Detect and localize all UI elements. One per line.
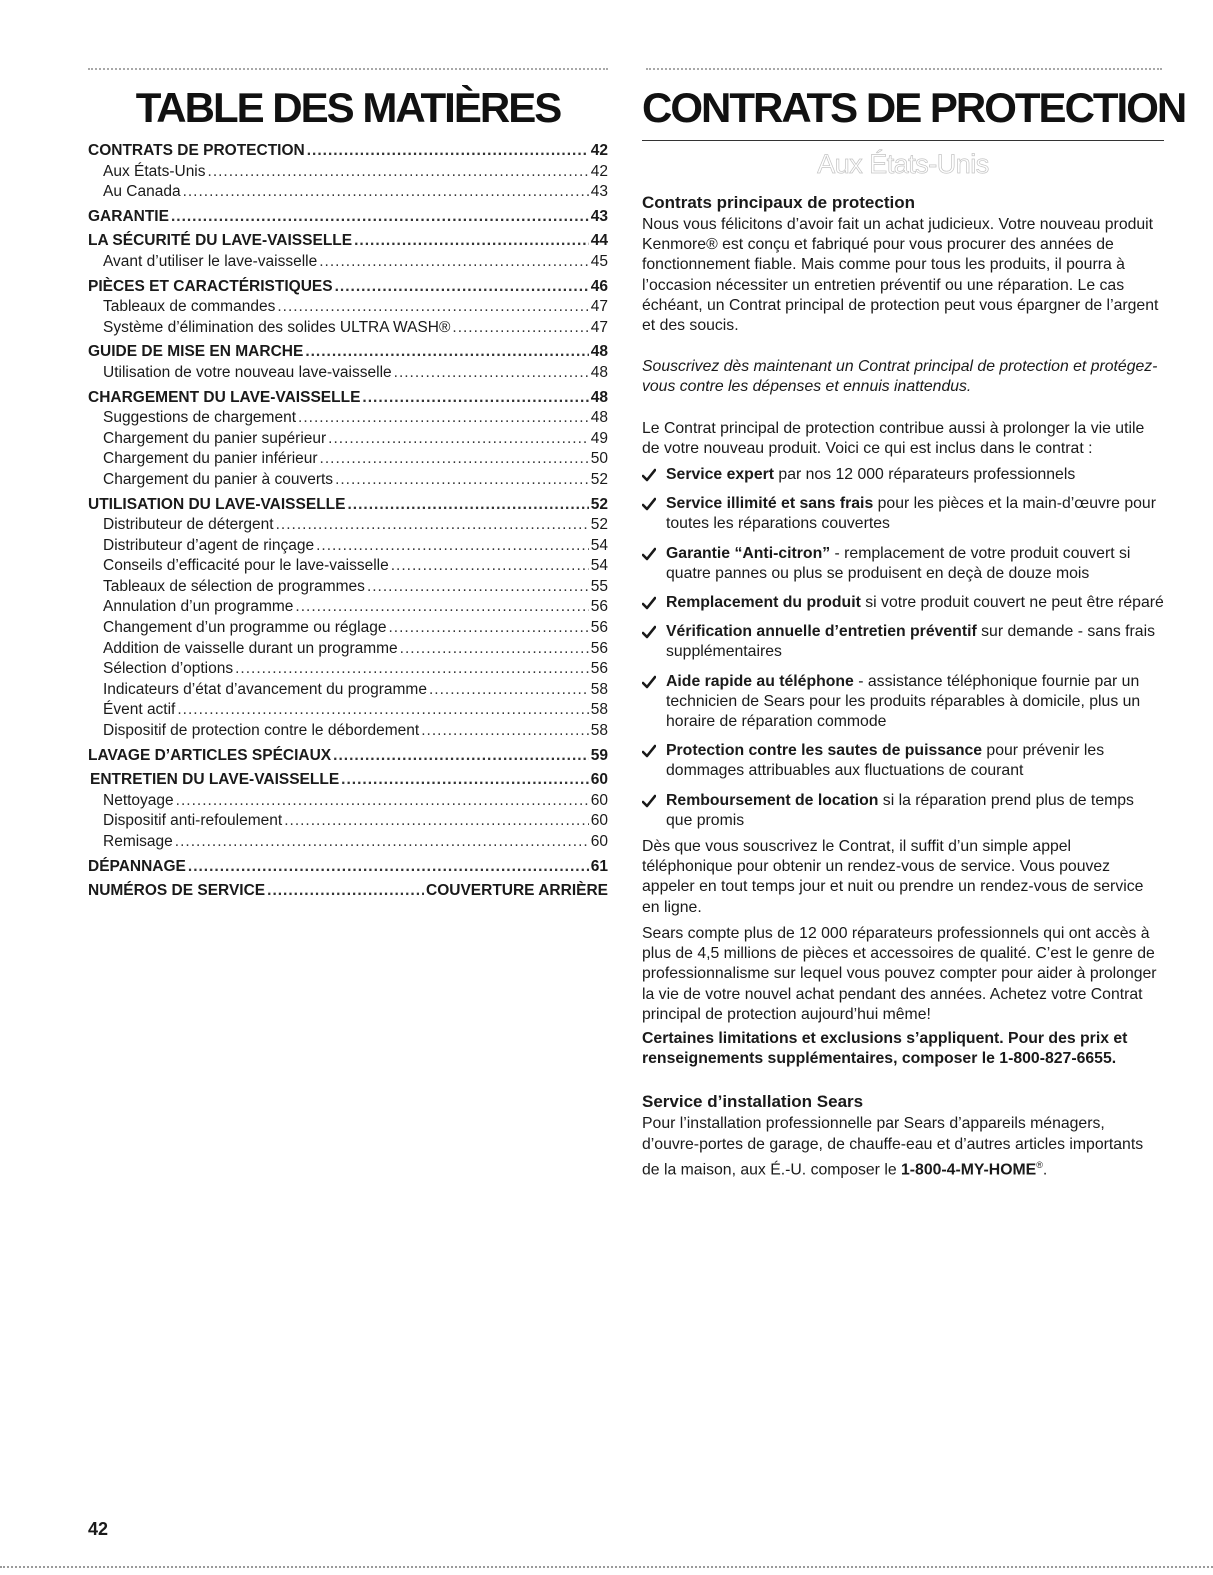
toc-leader-dots: [335, 277, 589, 298]
benefit-item: [642, 494, 1164, 534]
benefit-description: - assistance téléphonique fournie par un technicien de Sears pour les produits réparables à domicile, plus un horaire de réparation commode: [666, 672, 1141, 731]
benefit-title: Remboursement de location: [666, 791, 879, 809]
toc-entry-page: 60: [590, 812, 608, 830]
toc-entry-page: 60: [590, 771, 608, 789]
toc-subsection-entry: [88, 515, 608, 536]
toc-entry-label: LAVAGE D’ARTICLES SPÉCIAUX: [88, 746, 332, 764]
toc-entry-label: Remisage: [103, 833, 173, 850]
toc-section-entry: [88, 881, 608, 902]
benefit-item: [642, 593, 1164, 613]
toc-section-entry: [88, 857, 608, 878]
toc-leader-dots: [284, 811, 589, 832]
toc-subsection-entry: [88, 297, 608, 318]
toc-entry-label: Dispositif anti-refoulement: [103, 812, 283, 830]
toc-leader-dots: [177, 700, 588, 721]
toc-leader-dots: [298, 408, 589, 429]
benefit-title: Protection contre les sautes de puissance: [666, 742, 983, 760]
toc-entry-label: Nettoyage: [103, 791, 174, 809]
toc-entry-page: 52: [590, 470, 608, 488]
toc-entry-label: GUIDE DE MISE EN MARCHE: [88, 343, 304, 361]
toc-leader-dots: [305, 342, 588, 363]
toc-entry-page: 49: [590, 429, 608, 447]
toc-entry-page: 48: [590, 409, 608, 427]
toc-entry-label: Avant d’utiliser le lave-vaisselle: [103, 252, 318, 270]
main-contracts-heading: Contrats principaux de protection: [642, 193, 915, 212]
toc-entry-label: CONTRATS DE PROTECTION: [88, 142, 305, 159]
toc-subsection-entry: [88, 429, 608, 450]
toc-leader-dots: [319, 252, 589, 273]
after-list-paragraph: Dès que vous souscrivez le Contrat, il suffit d’un simple appel téléphonique pour obtenir un rendez-vous de service. Vous pouvez appeler en tout temps jour et nuit ou prendre un rendez-vous de service en ligne.: [642, 838, 1144, 916]
toc-entry-page: 59: [590, 746, 608, 764]
benefit-title: Service expert: [666, 466, 775, 484]
toc-entry-label: Changement d’un programme ou réglage: [103, 619, 387, 637]
toc-entry-label: Indicateurs d’état d’avancement du programme: [103, 680, 427, 698]
toc-subsection-entry: [88, 791, 608, 812]
benefit-title: Remplacement du produit: [666, 594, 861, 612]
install-phone-mark: ®: [1036, 1159, 1043, 1170]
table-of-contents: [88, 141, 608, 902]
toc-leader-dots: [421, 721, 589, 742]
toc-leader-dots: [429, 680, 589, 701]
toc-entry-page: 52: [590, 516, 608, 534]
toc-entry-label: Addition de vaisselle durant un programme: [103, 639, 398, 657]
install-text: Pour l’installation professionnelle par Sears d’appareils ménagers, d’ouvre-portes de garage, de chauffe-eau et d’autres articles importants de la maison, aux É.-U. composer le: [642, 1115, 1144, 1178]
checkmark-icon: [642, 468, 656, 482]
benefit-description: par nos 12 000 réparateurs professionnels: [774, 466, 1076, 484]
toc-entry-label: Annulation d’un programme: [103, 598, 294, 616]
toc-entry-page: 50: [590, 450, 608, 468]
toc-entry-label: UTILISATION DU LAVE-VAISSELLE: [88, 495, 346, 513]
toc-leader-dots: [394, 363, 589, 384]
toc-entry-page: 42: [590, 142, 608, 159]
toc-subsection-entry: [88, 618, 608, 639]
toc-subsection-entry: [88, 363, 608, 384]
benefit-description: - remplacement de votre produit couvert si quatre pannes ou plus se produisent en deçà de douze mois: [666, 544, 1131, 582]
toc-section-entry: [88, 277, 608, 298]
toc-entry-label: LA SÉCURITÉ DU LAVE-VAISSELLE: [88, 232, 353, 250]
toc-entry-page: 43: [590, 183, 608, 201]
benefits-list: [642, 465, 1164, 831]
toc-entry-label: Dispositif de protection contre le débordement: [103, 722, 420, 740]
toc-section-entry: [88, 141, 608, 162]
benefit-description: si votre produit couvert ne peut être réparé: [860, 594, 1164, 612]
toc-entry-label: Distributeur d’agent de rinçage: [103, 536, 315, 554]
toc-subsection-entry: [88, 832, 608, 853]
toc-entry-page: 54: [590, 536, 608, 554]
toc-entry-page: 47: [590, 298, 608, 316]
toc-entry-label: Chargement du panier à couverts: [103, 470, 334, 488]
benefit-item: [642, 622, 1164, 662]
benefit-title: Service illimité et sans frais: [666, 495, 874, 513]
toc-leader-dots: [276, 515, 589, 536]
toc-subsection-entry: [88, 536, 608, 557]
toc-entry-page: 61: [590, 857, 608, 875]
checkmark-icon: [642, 744, 656, 758]
checkmark-icon: [642, 497, 656, 511]
checkmark-icon: [642, 596, 656, 610]
toc-leader-dots: [388, 618, 588, 639]
toc-entry-page: COUVERTURE ARRIÈRE: [426, 882, 608, 900]
toc-title: TABLE DES MATIÈRES: [135, 84, 561, 131]
toc-entry-label: Conseils d’efficacité pour le lave-vaisselle: [103, 557, 389, 575]
toc-entry-page: 56: [590, 639, 608, 657]
toc-entry-label: Suggestions de chargement: [103, 409, 297, 427]
toc-entry-label: Tableaux de commandes: [103, 298, 276, 316]
us-heading: Aux États-Unis: [817, 149, 989, 179]
contracts-section: [642, 140, 1164, 1180]
benefit-item: [642, 465, 1164, 485]
toc-entry-page: 56: [590, 660, 608, 678]
install-phone: 1-800-4-MY-HOME: [901, 1160, 1037, 1178]
toc-subsection-entry: [88, 470, 608, 491]
limitations-notice: Certaines limitations et exclusions s’appliquent. Pour des prix et renseignements supplémentaires, composer le 1-800-827-6655.: [642, 1029, 1128, 1068]
toc-leader-dots: [176, 791, 589, 812]
toc-entry-label: Système d’élimination des solides ULTRA WASH®: [103, 318, 451, 336]
toc-leader-dots: [362, 388, 588, 409]
benefit-item: [642, 672, 1164, 733]
toc-entry-label: DÉPANNAGE: [88, 857, 186, 875]
toc-leader-dots: [367, 577, 589, 598]
checkmark-icon: [642, 794, 656, 808]
top-dotted-rule-right: [646, 68, 1162, 70]
toc-section-entry: [88, 388, 608, 409]
toc-leader-dots: [400, 639, 589, 660]
intro-paragraph: Nous vous félicitons d’avoir fait un achat judicieux. Votre nouveau produit Kenmore® est conçu et fabriqué pour vous procurer des années de fonctionnement fiable. Mais comme pour tous les produits, il pourra à l’occasion nécessiter un entretien préventif ou une réparation. Le cas échéant, un Contrat principal de protection peut vous épargner de l’argent et des soucis.: [642, 216, 1159, 335]
toc-entry-label: PIÈCES ET CARACTÉRISTIQUES: [88, 277, 333, 295]
toc-entry-page: 54: [590, 557, 608, 575]
toc-section-entry: [88, 207, 608, 228]
toc-leader-dots: [316, 536, 589, 557]
benefit-item: [642, 544, 1164, 584]
toc-entry-label: Tableaux de sélection de programmes: [103, 577, 365, 595]
toc-subsection-entry: [88, 811, 608, 832]
toc-leader-dots: [183, 182, 589, 203]
toc-entry-label: Utilisation de votre nouveau lave-vaisselle: [103, 363, 392, 381]
toc-entry-label: Au Canada: [103, 183, 181, 201]
toc-section-entry: [88, 770, 608, 791]
checkmark-icon: [642, 547, 656, 561]
toc-entry-label: Sélection d’options: [103, 660, 234, 678]
toc-entry-page: 60: [590, 833, 608, 850]
toc-leader-dots: [307, 141, 589, 162]
install-end: .: [1042, 1160, 1048, 1178]
benefit-item: [642, 741, 1164, 781]
contracts-title: CONTRATS DE PROTECTION: [642, 84, 1186, 131]
toc-entry-page: 44: [590, 232, 608, 250]
benefit-description: pour prévenir les dommages attribuables aux fluctuations de courant: [666, 742, 1105, 780]
toc-subsection-entry: [88, 182, 608, 203]
toc-entry-page: 45: [590, 252, 608, 270]
checkmark-icon: [642, 625, 656, 639]
toc-leader-dots: [295, 597, 588, 618]
toc-subsection-entry: [88, 659, 608, 680]
toc-entry-page: 58: [590, 680, 608, 698]
toc-entry-page: 48: [590, 388, 608, 406]
toc-subsection-entry: [88, 680, 608, 701]
sears-paragraph: Sears compte plus de 12 000 réparateurs professionnels qui ont accès à plus de 4,5 millions de pièces et accessoires de qualité. C’est le genre de professionnalisme sur lequel vous pouvez compter pour aider à prolonger la vie de votre nouvel achat pendant des années. Achetez votre Contrat principal de protection aujourd’hui même!: [642, 924, 1157, 1023]
toc-entry-page: 47: [590, 318, 608, 336]
toc-leader-dots: [235, 659, 589, 680]
toc-leader-dots: [335, 470, 589, 491]
toc-leader-dots: [188, 857, 589, 878]
toc-subsection-entry: [88, 318, 608, 339]
benefit-item: [642, 791, 1164, 831]
benefit-description: pour les pièces et la main-d’œuvre pour toutes les réparations couvertes: [666, 495, 1156, 533]
toc-entry-page: 60: [590, 791, 608, 809]
toc-leader-dots: [391, 556, 589, 577]
toc-subsection-entry: [88, 577, 608, 598]
toc-entry-label: Chargement du panier supérieur: [103, 429, 327, 447]
title-underline: [642, 140, 1164, 141]
toc-entry-page: 42: [590, 162, 608, 180]
toc-leader-dots: [452, 318, 588, 339]
toc-leader-dots: [320, 449, 589, 470]
toc-leader-dots: [267, 881, 424, 902]
bottom-dotted-rule: [0, 1566, 1213, 1568]
toc-section-entry: [88, 495, 608, 516]
toc-entry-page: 58: [590, 722, 608, 740]
toc-entry-label: Chargement du panier inférieur: [103, 450, 318, 468]
toc-entry-label: Évent actif: [103, 701, 176, 719]
toc-leader-dots: [341, 770, 589, 791]
toc-entry-page: 55: [590, 577, 608, 595]
italic-note: Souscrivez dès maintenant un Contrat principal de protection et protégez-vous contre les dépenses et ennuis inattendus.: [642, 358, 1158, 396]
toc-leader-dots: [171, 207, 589, 228]
toc-entry-label: CHARGEMENT DU LAVE-VAISSELLE: [88, 388, 361, 406]
toc-subsection-entry: [88, 252, 608, 273]
benefit-description: sur demande - sans frais supplémentaires: [666, 623, 1155, 661]
toc-entry-page: 52: [590, 495, 608, 513]
toc-leader-dots: [208, 162, 589, 183]
toc-entry-label: ENTRETIEN DU LAVE-VAISSELLE: [90, 771, 340, 789]
toc-entry-label: NUMÉROS DE SERVICE: [88, 882, 266, 900]
toc-section-entry: [88, 746, 608, 767]
toc-section-entry: [88, 231, 608, 252]
toc-subsection-entry: [88, 556, 608, 577]
toc-section-entry: [88, 342, 608, 363]
toc-entry-label: GARANTIE: [88, 207, 169, 225]
toc-leader-dots: [333, 746, 589, 767]
toc-entry-label: Aux États-Unis: [103, 162, 206, 180]
toc-subsection-entry: [88, 639, 608, 660]
toc-subsection-entry: [88, 700, 608, 721]
toc-leader-dots: [277, 297, 588, 318]
benefit-title: Aide rapide au téléphone: [666, 672, 854, 690]
benefit-title: Vérification annuelle d’entretien préventif: [666, 623, 977, 641]
benefit-description: si la réparation prend plus de temps que promis: [666, 791, 1134, 829]
toc-subsection-entry: [88, 721, 608, 742]
benefit-title: Garantie “Anti-citron”: [666, 544, 831, 562]
toc-leader-dots: [328, 429, 589, 450]
toc-leader-dots: [354, 231, 589, 252]
toc-subsection-entry: [88, 162, 608, 183]
toc-entry-page: 56: [590, 619, 608, 637]
toc-entry-page: 48: [590, 363, 608, 381]
top-dotted-rule-left: [88, 68, 608, 70]
toc-subsection-entry: [88, 597, 608, 618]
toc-entry-page: 58: [590, 701, 608, 719]
toc-subsection-entry: [88, 408, 608, 429]
toc-entry-page: 48: [590, 343, 608, 361]
toc-entry-page: 46: [590, 277, 608, 295]
toc-entry-page: 56: [590, 598, 608, 616]
checkmark-icon: [642, 675, 656, 689]
toc-leader-dots: [175, 832, 589, 853]
toc-entry-page: 43: [590, 207, 608, 225]
toc-subsection-entry: [88, 449, 608, 470]
install-paragraph: [642, 1114, 1164, 1180]
lead-in-paragraph: Le Contrat principal de protection contribue aussi à prolonger la vie utile de votre nouveau produit. Voici ce qui est inclus dans le contrat :: [642, 419, 1145, 457]
page-number: 42: [88, 1519, 109, 1539]
toc-leader-dots: [347, 495, 588, 516]
toc-entry-label: Distributeur de détergent: [103, 516, 274, 534]
install-heading: Service d’installation Sears: [642, 1092, 864, 1112]
